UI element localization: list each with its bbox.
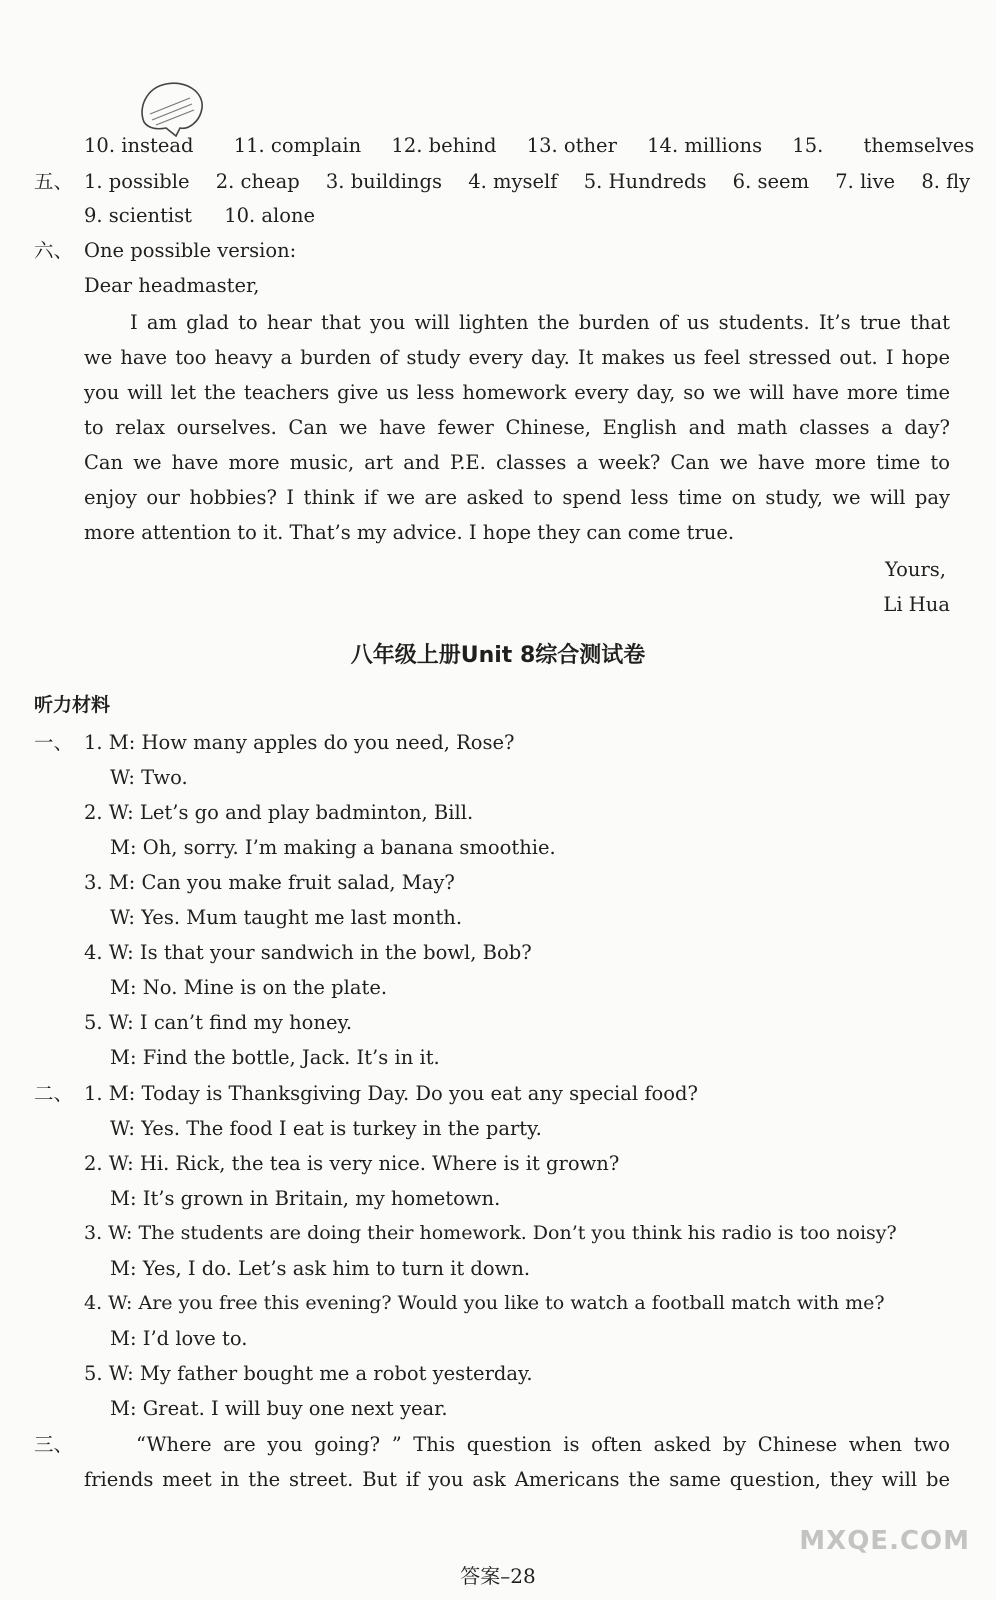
section-label-5: 五、 [34,170,74,193]
dialogue-line: 4. W: Are you free this evening? Would you like to watch a football match with me? [84,1292,885,1314]
dialogue-line: M: Yes, I do. Let’s ask him to turn it down. [110,1257,531,1280]
dialogue-line: M: It’s grown in Britain, my hometown. [110,1187,501,1210]
dialogue-line: 2. W: Hi. Rick, the tea is very nice. Where is it grown? [84,1152,620,1175]
letter-line: I am glad to hear that you will lighten the burden of us students. It’s true that [130,311,950,334]
section-label-3: 三、 [34,1433,74,1456]
section-label-6: 六、 [34,239,74,262]
answer-item: 13. other [526,134,617,157]
dialogue-line: M: Oh, sorry. I’m making a banana smoothie. [110,836,556,859]
dialogue-line: 1. M: How many apples do you need, Rose? [84,731,515,754]
dialogue-line: M: Great. I will buy one next year. [110,1397,448,1420]
letter-line: enjoy our hobbies? I think if we are asked to spend less time on study, we will pay [84,486,950,509]
dialogue-line: 3. W: The students are doing their homework. Don’t you think his radio is too noisy? [84,1222,897,1244]
answer-item: 3. buildings [325,170,442,193]
answer-item: themselves [863,134,975,157]
answer-row-1 [84,134,975,157]
page-number: 答案–28 [460,1564,536,1588]
dialogue-line: M: I’d love to. [110,1327,248,1350]
watermark-text: MXQE.COM [799,1526,970,1556]
passage-line: “Where are you going? ” This question is often asked by Chinese when two [136,1433,950,1456]
letter-line: you will let the teachers give us less homework every day, so we will have more time [84,381,950,404]
answer-row-2 [84,172,970,192]
letter-signature: Li Hua [883,593,950,616]
dialogue-line: M: No. Mine is on the plate. [110,976,388,999]
answer-item: 11. complain [233,134,362,157]
answer-item: 2. cheap [215,170,300,193]
answer-row-3 [84,206,315,226]
section-heading: 听力材料 [34,694,111,716]
answer-item: 1. possible [84,170,190,193]
dialogue-line: 5. W: My father bought me a robot yesterday. [84,1362,533,1385]
stamp-logo [136,78,208,140]
answer-item: 14. millions [647,134,763,157]
dialogue-line: 3. M: Can you make fruit salad, May? [84,871,455,894]
answer-item: 15. [792,134,824,157]
answer-item: 12. behind [391,134,497,157]
answer-item: 8. fly [921,170,971,193]
dialogue-line: M: Find the bottle, Jack. It’s in it. [110,1046,440,1069]
version-intro: One possible version: [84,239,297,262]
letter-line: more attention to it. That’s my advice. I hope they can come true. [84,521,735,544]
dialogue-line: 5. W: I can’t find my honey. [84,1011,353,1034]
dialogue-line: 4. W: Is that your sandwich in the bowl, Bob? [84,941,532,964]
passage-line: friends meet in the street. But if you ask Americans the same question, they will be [84,1468,950,1491]
section-label-1: 一、 [34,731,74,754]
answer-item: 7. live [835,170,896,193]
answer-item: 9. scientist [84,204,192,227]
page-title: 八年级上册Unit 8综合测试卷 [350,643,646,668]
answer-item: 5. Hundreds [583,170,707,193]
letter-greeting: Dear headmaster, [84,274,260,297]
section-label-2: 二、 [34,1082,74,1105]
letter-line: to relax ourselves. Can we have fewer Chinese, English and math classes a day? [84,416,950,439]
letter-line: we have too heavy a burden of study every day. It makes us feel stressed out. I hope [84,346,950,369]
answer-item: 10. alone [224,204,316,227]
dialogue-line: W: Yes. Mum taught me last month. [110,906,463,929]
dialogue-line: W: Two. [110,766,188,789]
answer-item: 4. myself [468,170,558,193]
answer-item: 10. instead [84,134,194,157]
dialogue-line: 2. W: Let’s go and play badminton, Bill. [84,801,474,824]
watermark-logo [754,1504,984,1566]
dialogue-line: 1. M: Today is Thanksgiving Day. Do you eat any special food? [84,1082,698,1105]
dialogue-line: W: Yes. The food I eat is turkey in the party. [110,1117,542,1140]
answer-item: 6. seem [732,170,810,193]
letter-closing: Yours, [884,558,946,581]
letter-line: Can we have more music, art and P.E. classes a week? Can we have more time to [84,451,950,474]
